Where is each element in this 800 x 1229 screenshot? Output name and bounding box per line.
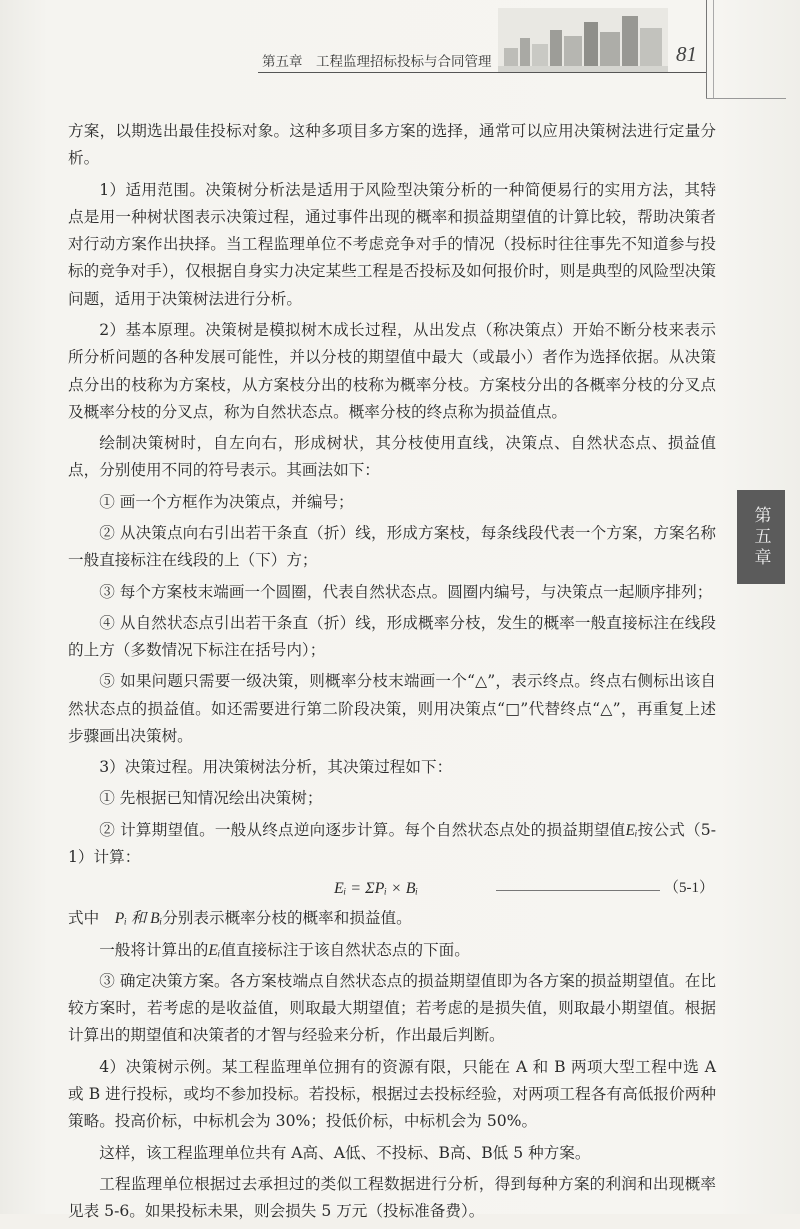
symbol-ei: Eᵢ <box>625 821 638 839</box>
paragraph: 1）适用范围。决策树分析法是适用于风险型决策分析的一种简便易行的实用方法，其特点是用一种树状图表示决策过程，通过事件出现的概率和损益期望值的计算比较，帮助决策者对行动方案作出抉择。当工程监理单位不考虑竞争对手的情况（投标时往往事先不知道参与投标的竞争对手），仅根据自身实力决定某些工程是否投标及如何报价时，则是典型的风险型决策问题，适用于决策树法进行分析。 <box>68 180 716 308</box>
text-segment: 一般将计算出的 <box>99 940 209 959</box>
list-item: ③ 每个方案枝末端画一个圆圈，代表自然状态点。圆圈内编号，与决策点一起顺序排列； <box>99 582 713 601</box>
paragraph: 工程监理单位根据过去承担过的类似工程数据进行分析，得到每种方案的利润和出现概率见表 5-6。如果投标未果，则会损失 5 万元（投标准备费）。 <box>68 1174 716 1221</box>
paragraph: 方案，以期选出最佳投标对象。这种多项目多方案的选择，通常可以应用决策树法进行定量分析。 <box>68 122 716 168</box>
header-divider <box>258 72 706 73</box>
list-item: ① 先根据已知情况绘出决策树； <box>99 789 323 808</box>
header-vertical-rule <box>706 0 707 98</box>
header-corner-rule <box>706 98 786 99</box>
list-item: ② 从决策点向右引出若干条直（折）线，形成方案枝，每条线段代表一个方案，方案名称一般直接标注在线段的上（下）方； <box>68 523 716 570</box>
symbol-pi-bi: Pᵢ 和 Bᵢ <box>114 910 163 928</box>
list-item: ④ 从自然状态点引出若干条直（折）线，形成概率分枝，发生的概率一般直接标注在线段的上方（多数情况下标注在括号内）； <box>68 613 716 660</box>
text-segment: 分别表示概率分枝的概率和损益值。 <box>162 909 412 928</box>
paragraph: 2）基本原理。决策树是模拟树木成长过程，从出发点（称决策点）开始不断分枝来表示所分析问题的各种发展可能性，并以分枝的期望值中最大（或最小）者作为选择依据。从决策点分出的枝称为方案枝，从方案枝分出的枝称为概率分枝。方案枝分出的各概率分枝的分叉点及概率分枝的分叉点，称为自然状态点。概率分枝的终点称为损益值点。 <box>68 320 716 421</box>
paragraph <box>68 905 716 932</box>
paragraph: 绘制决策树时，自左向右，形成树状，其分枝使用直线，决策点、自然状态点、损益值点，分别使用不同的符号表示。其画法如下： <box>68 434 716 480</box>
text-segment: 按公式（5-1）计算： <box>68 820 716 867</box>
list-item: ⑤ 如果问题只需要一级决策，则概率分枝末端画一个“△”，表示终点。终点右侧标出该自然状态点的损益值。如还需要进行第二阶段决策，则用决策点“□”代替终点“△”，再重复上述步骤画出决策树。 <box>68 672 716 745</box>
text-segment: 式中 <box>68 909 115 928</box>
list-item: ① 画一个方框作为决策点，并编号； <box>99 492 354 511</box>
paragraph: 4）决策树示例。某工程监理单位拥有的资源有限，只能在 A 和 B 两项大型工程中选 A 或 B 进行投标，或均不参加投标。若投标，根据过去投标经验，对两项工程各有高低报价两种策略。投高价标，中标机会为 30%；投低价标，中标机会为 50%。 <box>68 1057 716 1131</box>
header-vertical-rule-2 <box>713 0 714 98</box>
equation-number: （5-1） <box>664 880 714 897</box>
building-illustration-icon <box>498 8 668 72</box>
list-item: ③ 确定决策方案。各方案枝端点自然状态点的损益期望值即为各方案的损益期望值。在比较方案时，若考虑的是收益值，则取最大期望值；若考虑的是损失值，则取最小期望值。根据计算出的期望值和决策者的才智与经验来分析，作出最后判断。 <box>68 971 716 1045</box>
symbol-ei: Eᵢ <box>208 941 221 959</box>
list-item <box>68 817 716 872</box>
page-body <box>68 118 716 1229</box>
running-header <box>0 0 800 110</box>
equation-text: Eᵢ = ΣPᵢ × Bᵢ <box>334 880 419 898</box>
chapter-title: 第五章 工程监理招标投标与合同管理 <box>262 54 492 70</box>
chapter-thumb-tab: 第五章 <box>737 490 785 584</box>
paragraph: 这样，该工程监理单位共有 A高、A低、不投标、B高、B低 5 种方案。 <box>99 1143 591 1162</box>
paragraph: 3）决策过程。用决策树法分析，其决策过程如下： <box>99 758 453 777</box>
page-number: 81 <box>676 42 697 66</box>
paragraph <box>68 937 716 964</box>
equation-5-1 <box>68 875 716 903</box>
text-segment: 值直接标注于该自然状态点的下面。 <box>220 940 470 959</box>
text-segment: ② 计算期望值。一般从终点逆向逐步计算。每个自然状态点处的损益期望值 <box>99 820 626 839</box>
leader-line <box>496 890 660 891</box>
